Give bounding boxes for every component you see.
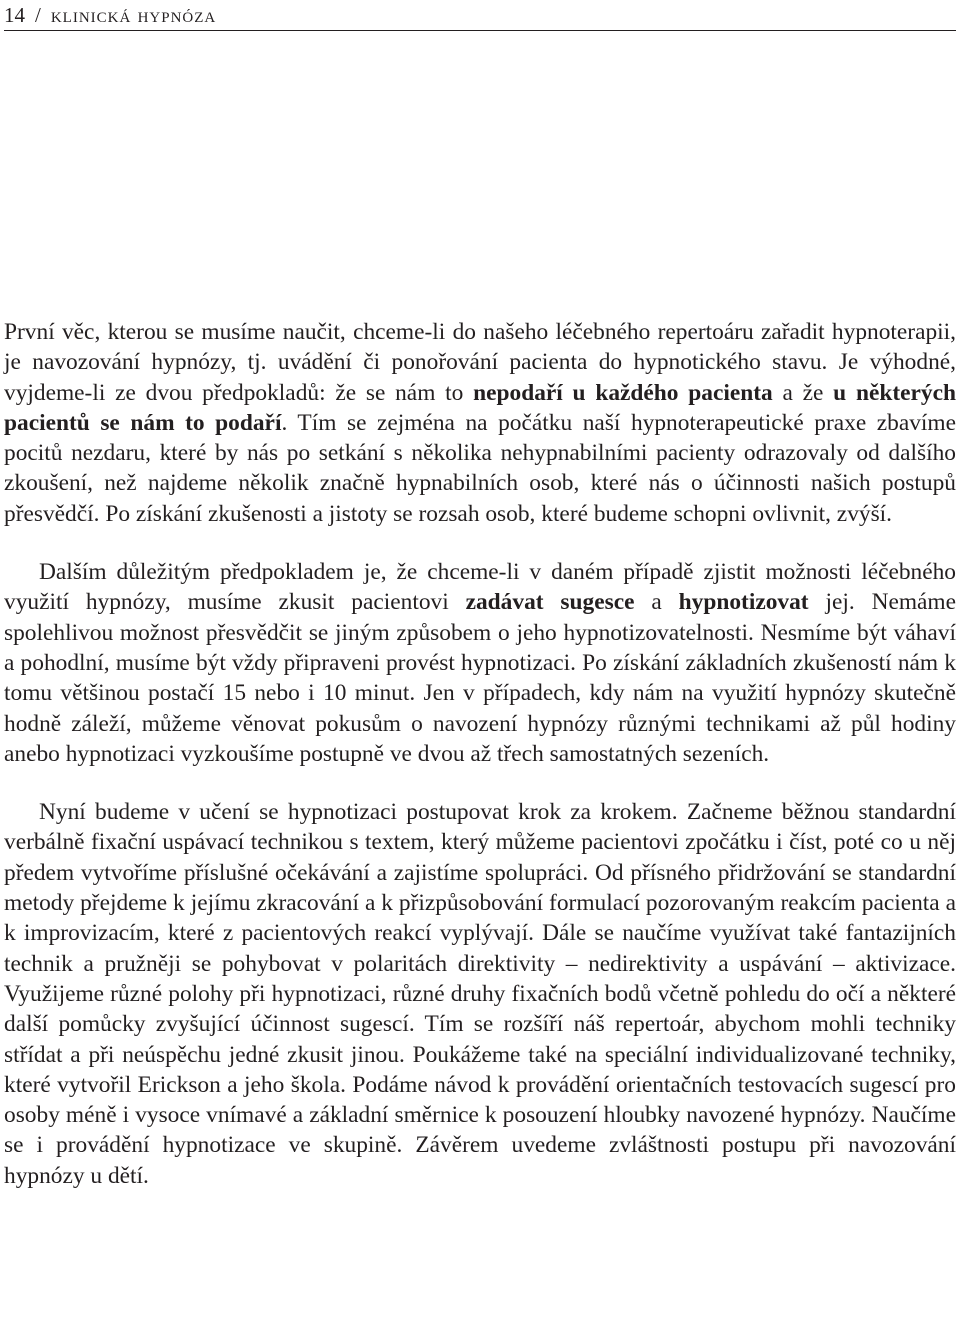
text-segment: Nyní budeme v učení se hypnotizaci postupovat krok za krokem. Začneme běžnou standardní verbálně fixační uspávací technikou s textem, který můžeme pacientovi zpočátku i číst, poté co u něj předem vytvoříme příslušné očekávání a zajistíme spolupráci. Od přísného přidržování se standardní metody přejdeme k jejímu zkracování a k přizpůsobování formulací pozorovaným reakcím pacienta a k improvizacím, které z pacientových reakcí vyplývají. Dále se naučíme využívat také fantazijních technik a pružněji se pohybovat v polaritách direktivity – nedirektivity a uspávání – aktivizace. Využijeme různé polohy při hypnotizaci, různé druhy fixačních bodů včetně pohledu do očí a některé další pomůcky zvyšující účinnost sugescí. Tím se rozšíří náš repertoár, abychom mohli techniky střídat a při neúspěchu jedné zkusit jinou. Poukážeme také na speciální individualizované techniky, které vytvořil Erickson a jeho škola. Podáme návod k provádění orientačních testovacích sugescí pro osoby méně i vysoce vnímavé a základní směrnice k posouzení hloubky navozené hypnózy. Naučíme se i provádění hypnotizace ve skupině. Závěrem uvedeme zvláštnosti postupu při navozování hypnózy u dětí. bbox=[4, 799, 956, 1189]
text-segment: a že bbox=[772, 379, 834, 406]
text-segment: Dalším důležitým předpokladem je, že chceme-li v daném případě zjistit možnosti léčebného využití hypnózy, musíme zkusit pacientovi bbox=[4, 559, 956, 616]
page-number: 14 bbox=[4, 3, 25, 27]
text-segment: a bbox=[634, 589, 679, 616]
paragraph-2 bbox=[4, 557, 956, 769]
body-text bbox=[4, 317, 956, 1191]
bold-segment: u některých pacientů se nám to podaří bbox=[4, 379, 956, 436]
bold-segment: zadávat sugesce bbox=[465, 589, 635, 616]
bold-segment: nepodaří u každého pacienta bbox=[473, 379, 773, 406]
running-header bbox=[4, 2, 956, 31]
running-title: klinická hypnóza bbox=[50, 3, 217, 27]
text-segment: První věc, kterou se musíme naučit, chceme-li do našeho léčebného repertoáru zařadit hypnoterapii, je navozování hypnózy, tj. uvádění či ponořování pacienta do hypnotického stavu. Je výhodné, vyjdeme-li ze dvou předpokladů: že se nám to bbox=[4, 319, 956, 406]
paragraph-3 bbox=[4, 797, 956, 1191]
text-segment: . Tím se zejména na počátku naší hypnoterapeutické praxe zbavíme pocitů nezdaru, které by nás po setkání s několika nehypnabilními pacienty odrazovaly od dalšího zkoušení, než najdeme několik značně hypnabilních osob, které nás o účinnosti našich postupů přesvědčí. Po získání zkušenosti a jistoty se rozsah osob, které budeme schopni ovlivnit, zvýší. bbox=[4, 409, 956, 527]
bold-segment: hypnotizovat bbox=[678, 589, 809, 616]
header-separator: / bbox=[35, 3, 41, 27]
paragraph-1 bbox=[4, 317, 956, 529]
text-segment: jej. Nemáme spolehlivou možnost přesvědčit se jiným způsobem o jeho hypnotizovatelnosti. Nesmíme být váhaví a pohodlní, musíme být vždy připraveni provést hypnotizaci. Po získání základních zkušeností nám k tomu většinou postačí 15 nebo i 10 minut. Jen v případech, kdy nám na využití hypnózy skutečně hodně záleží, můžeme věnovat pokusům o navození hypnózy různými technikami až půl hodiny anebo hypnotizaci vyzkoušíme postupně ve dvou až třech samostatných sezeních. bbox=[4, 589, 956, 767]
